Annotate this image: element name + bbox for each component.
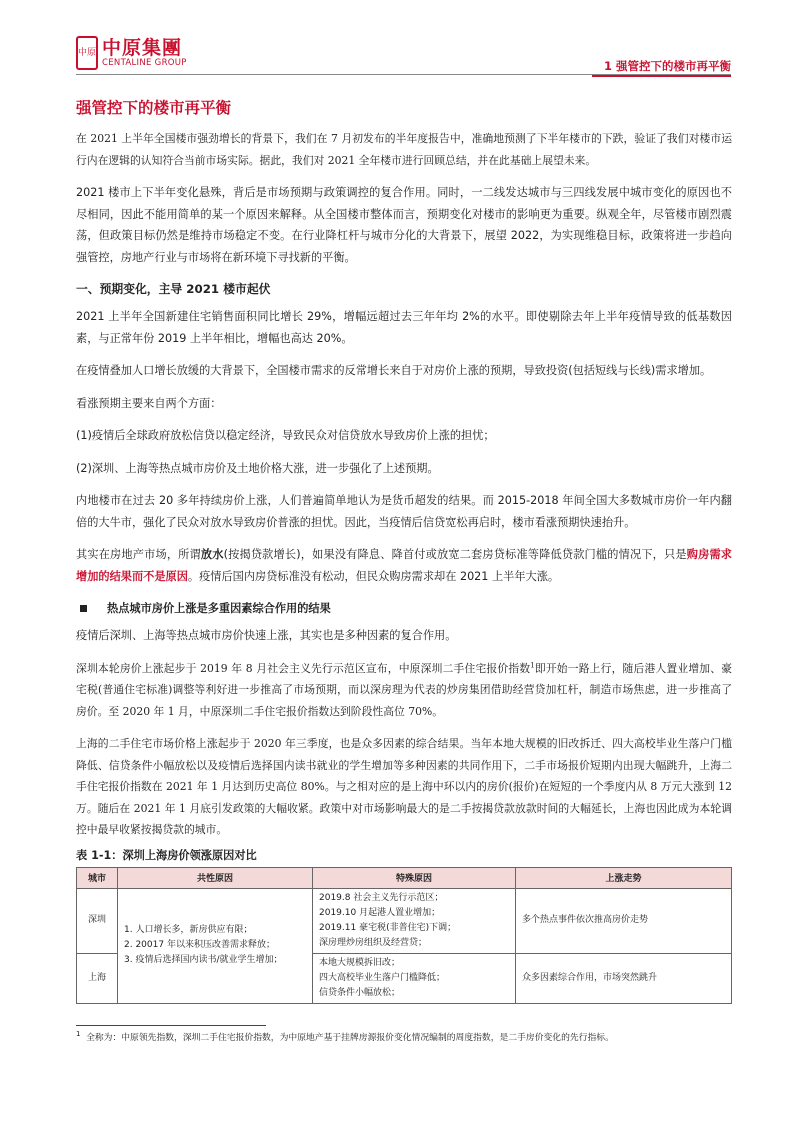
section-heading-1: 一、预期变化，主导 2021 楼市起伏 bbox=[76, 282, 271, 296]
paragraph-intro: 在 2021 上半年全国楼市强劲增长的背景下，我们在 7 月初发布的半年度报告中，准确地预测了下半年楼市的下跌，验证了我们对楼市运行内在逻辑的认知符合当前市场实际。据此，我们对 2021 全年楼市进行回顾总结，并在此基础上展望未来。 bbox=[76, 132, 732, 167]
cell-common-reasons: 1. 人口增长多，新房供应有限； 2. 20017 年以来积压改善需求释放； 3. 疫情后选择国内读书/就业学生增加； bbox=[118, 888, 313, 1003]
paragraph-demand: 在疫情叠加人口增长放缓的大背景下，全国楼市需求的反常增长来自于对房价上涨的预期，导致投资(包括短线与长线)需求增加。 bbox=[76, 364, 712, 377]
cell-trend: 多个热点事件依次推高房价走势 bbox=[516, 888, 732, 953]
bold-term: 放水 bbox=[200, 548, 224, 561]
footnote-mark: 1 bbox=[76, 1030, 81, 1039]
paragraph-shenzhen: 深圳本轮房价上涨起步于 2019 年 8 月社会主义先行示范区宣布，中原深圳二手住宅报价指数$^1$即开始一路上行，随后港人置业增加、豪宅税(普通住宅标准)调整等利好进一步推高了市场预期，而以深房理为代表的炒房集团借助经营贷加杠杆，制造市场焦虑，进一步推高了房价。至 2020 年 1 月，中原深圳二手住宅报价指数达到阶段性高位 70%。 bbox=[76, 660, 732, 718]
paragraph-credit: 其实在房地产市场，所谓放水(按揭贷款增长)，如果没有降息、降首付或放宽二套房贷标准等降低贷款门槛的情况下，只是购房需求增加的结果而不是原因。疫情后国内房贷标准没有松动，但民众购房需求却在 2021 上半年大涨。 bbox=[76, 548, 732, 583]
cell-trend: 众多因素综合作用，市场突然跳升 bbox=[516, 953, 732, 1003]
paragraph-sales-growth: 2021 上半年全国新建住宅销售面积同比增长 29%，增幅远超过去三年年均 2%的水平。即使剔除去年上半年疫情导致的低基数因素，与正常年份 2019 上半年相比，增幅也高达 20%。 bbox=[76, 310, 732, 345]
company-logo bbox=[76, 36, 187, 70]
section-heading-2: 热点城市房价上涨是多重因素综合作用的结果 bbox=[76, 598, 732, 619]
footnote bbox=[76, 1032, 732, 1045]
page-title: 强管控下的楼市再平衡 bbox=[76, 99, 232, 117]
table-caption: 表 1-1：深圳上海房价领涨原因对比 bbox=[76, 848, 257, 862]
paragraph-reason-2: (2)深圳、上海等热点城市房价及土地价格大涨，进一步强化了上述预期。 bbox=[76, 461, 439, 475]
paragraph-hot-cities: 疫情后深圳、上海等热点城市房价快速上涨，其实也是多种因素的复合作用。 bbox=[76, 629, 457, 642]
footnote-ref: 1 bbox=[530, 660, 535, 669]
paragraph-history: 内地楼市在过去 20 多年持续房价上涨，人们普遍简单地认为是货币超发的结果。而 2015-2018 年间全国大多数城市房价一年内翻倍的大牛市，强化了民众对放水导致房价普涨的担忧。因此，当疫情后信贷宽松再启时，楼市看涨预期快速抬升。 bbox=[76, 494, 732, 529]
highlight-conclusion: 购房需求增加的结果而不是原因 bbox=[76, 548, 732, 583]
table-header-row bbox=[77, 867, 732, 888]
section-title: 1 强管控下的楼市再平衡 bbox=[603, 59, 731, 73]
footnote-text: 全称为：中原领先指数，深圳二手住宅报价指数，为中原地产基于挂牌房源报价变化情况编制的周度指数，是二手房价变化的先行指标。 bbox=[86, 1033, 614, 1043]
col-header-common: 共性原因 bbox=[118, 867, 313, 888]
cell-city: 上海 bbox=[77, 953, 118, 1003]
paragraph-expectation-intro: 看涨预期主要来自两个方面： bbox=[76, 396, 222, 410]
col-header-special: 特殊原因 bbox=[313, 867, 516, 888]
paragraph-overview: 2021 楼市上下半年变化悬殊，背后是市场预期与政策调控的复合作用。同时，一二线发达城市与三四线发展中城市变化的原因也不尽相同，因此不能用简单的某一个原因来解释。从全国楼市整体而言，预期变化对楼市的影响更为重要。纵观全年，尽管楼市剧烈震荡，但政策目标仍然是维持市场稳定不变。在行业降杠杆与城市分化的大背景下，展望 2022，为实现维稳目标，政策将进一步趋向强管控，房地产行业与市场将在新环境下寻找新的平衡。 bbox=[76, 186, 732, 264]
logo-name-en: CENTALINE GROUP bbox=[102, 58, 187, 68]
logo-name-cn: 中原集團 bbox=[102, 37, 183, 59]
cell-city: 深圳 bbox=[77, 888, 118, 953]
header-accent-divider bbox=[592, 75, 731, 77]
col-header-city: 城市 bbox=[77, 867, 118, 888]
logo-mark-icon: 中原 bbox=[76, 36, 98, 70]
cell-special-reasons: 本地大规模拆旧改； 四大高校毕业生落户门槛降低； 信贷条件小幅放松； bbox=[313, 953, 516, 1003]
paragraph-reason-1: (1)疫情后全球政府放松信贷以稳定经济，导致民众对信贷放水导致房价上涨的担忧； bbox=[76, 429, 495, 442]
cell-special-reasons: 2019.8 社会主义先行示范区； 2019.10 月起港人置业增加； 2019.11 豪宅税(非普住宅)下调； 深房理炒房组织及经营贷； bbox=[313, 888, 516, 953]
col-header-trend: 上涨走势 bbox=[516, 867, 732, 888]
footnote-divider bbox=[76, 1025, 266, 1026]
page-header bbox=[0, 0, 793, 80]
document-body bbox=[76, 96, 732, 1004]
paragraph-shanghai: 上海的二手住宅市场价格上涨起步于 2020 年三季度，也是众多因素的综合结果。当年本地大规模的旧改拆迁、四大高校毕业生落户门槛降低、信贷条件小幅放松以及疫情后选择国内读书就业的学生增加等多种因素的共同作用下，二手市场报价短期内出现大幅跳升，上海二手住宅报价指数在 2021 年 1 月达到历史高位 80%。与之相对应的是上海中环以内的房价(报价)在短短的一个季度内从 8 万元大涨到 12 万。随后在 2021 年 1 月底引发政策的大幅收紧。政策中对市场影响最大的是二手按揭贷款放款时间的大幅延长，上海也因此成为本轮调控中最早收紧按揭贷款的城市。 bbox=[76, 737, 732, 836]
bullet-square-icon bbox=[80, 605, 87, 612]
table-row bbox=[77, 888, 732, 953]
comparison-table bbox=[76, 867, 732, 1004]
